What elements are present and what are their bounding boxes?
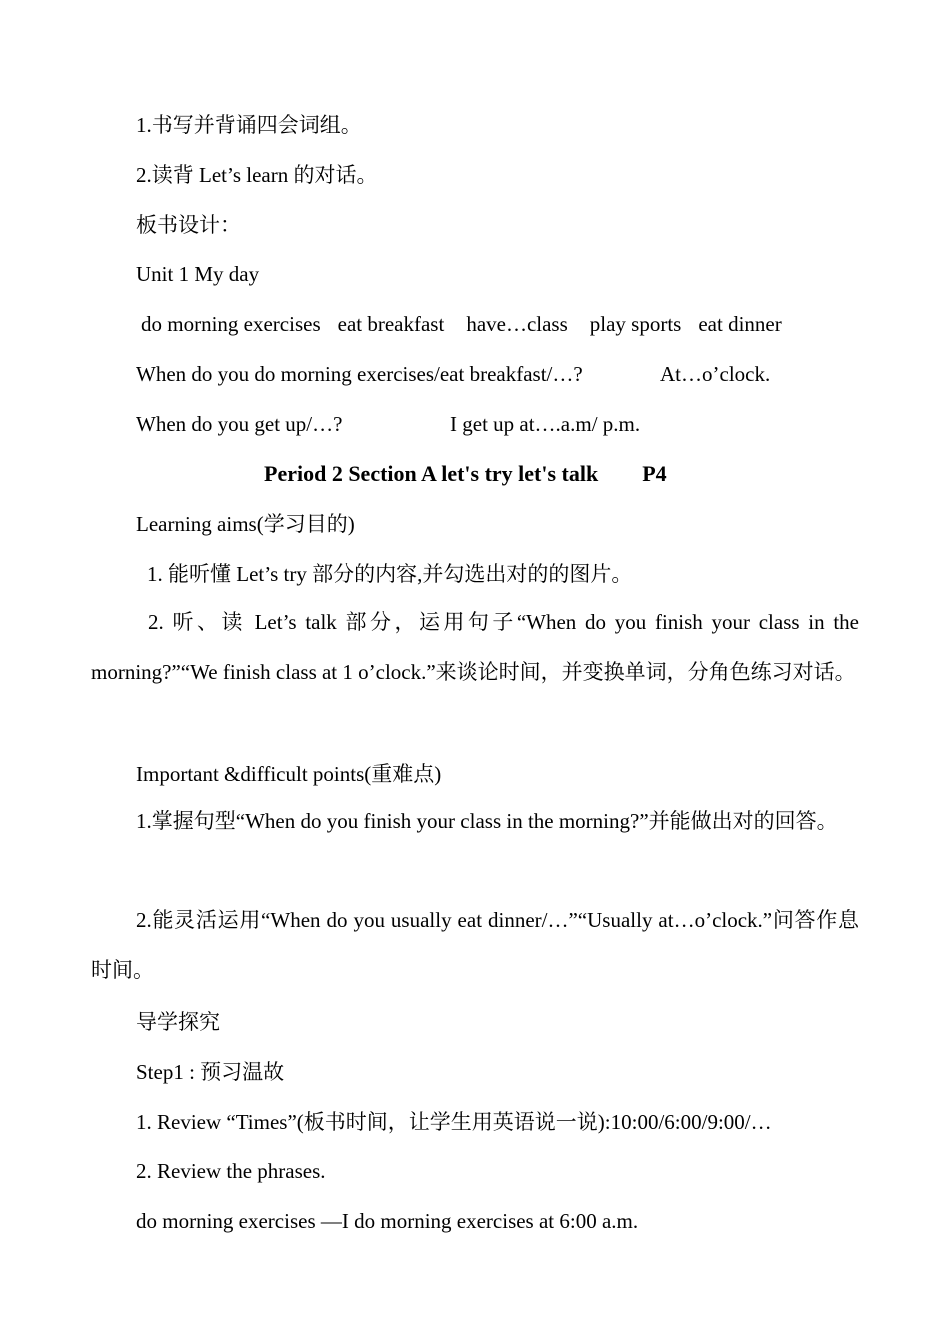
phrase-have-class: have…class xyxy=(466,312,568,336)
guide-example: do morning exercises —I do morning exercises at 6:00 a.m. xyxy=(136,1209,639,1233)
period-title-text: Period 2 Section A let's try let's talk xyxy=(264,461,599,486)
homework-item-1: 1.书写并背诵四会词组。 xyxy=(136,113,362,137)
aims-item-2: 2. 听、读 Let’s talk 部分，运用句子“When do you finish your class in the morning?”“We finish class at 1 o’clock.”来谈论时间，并变换单词，分角色练习对话。 xyxy=(91,610,859,684)
board-phrases xyxy=(141,310,782,338)
period-title xyxy=(264,460,667,488)
phrase-eat-dinner: eat dinner xyxy=(698,312,782,336)
aims-item-1: 1. 能听懂 Let’s try 部分的内容,并勾选出对的的图片。 xyxy=(147,562,633,586)
board-unit: Unit 1 My day xyxy=(136,262,260,286)
board-heading: 板书设计： xyxy=(136,213,241,237)
phrase-eat-breakfast: eat breakfast xyxy=(337,312,445,336)
guide-step-1: Step1 : 预习温故 xyxy=(136,1060,285,1084)
period-page: P4 xyxy=(642,461,667,486)
aims-heading: Learning aims(学习目的) xyxy=(136,512,355,536)
points-item-2: 2.能灵活运用“When do you usually eat dinner/…”“Usually at…o’clock.”问答作息时间。 xyxy=(91,908,859,982)
board-question-2: When do you get up/…? xyxy=(136,412,343,436)
board-question-1: When do you do morning exercises/eat breakfast/…? xyxy=(136,362,583,386)
points-heading: Important &difficult points(重难点) xyxy=(136,762,442,786)
homework-item-2: 2.读背 Let’s learn 的对话。 xyxy=(136,163,378,187)
guide-heading: 导学探究 xyxy=(136,1010,220,1034)
guide-review-1: 1. Review “Times”(板书时间，让学生用英语说一说):10:00/6:00/9:00/… xyxy=(136,1110,772,1134)
phrase-play-sports: play sports xyxy=(589,312,682,336)
board-answer-1: At…o’clock. xyxy=(660,362,771,386)
phrase-morning-exercises: do morning exercises xyxy=(141,312,321,336)
points-item-1: 1.掌握句型“When do you finish your class in the morning?”并能做出对的回答。 xyxy=(136,809,838,833)
board-answer-2: I get up at….a.m/ p.m. xyxy=(450,412,641,436)
guide-review-2: 2. Review the phrases. xyxy=(136,1159,326,1183)
